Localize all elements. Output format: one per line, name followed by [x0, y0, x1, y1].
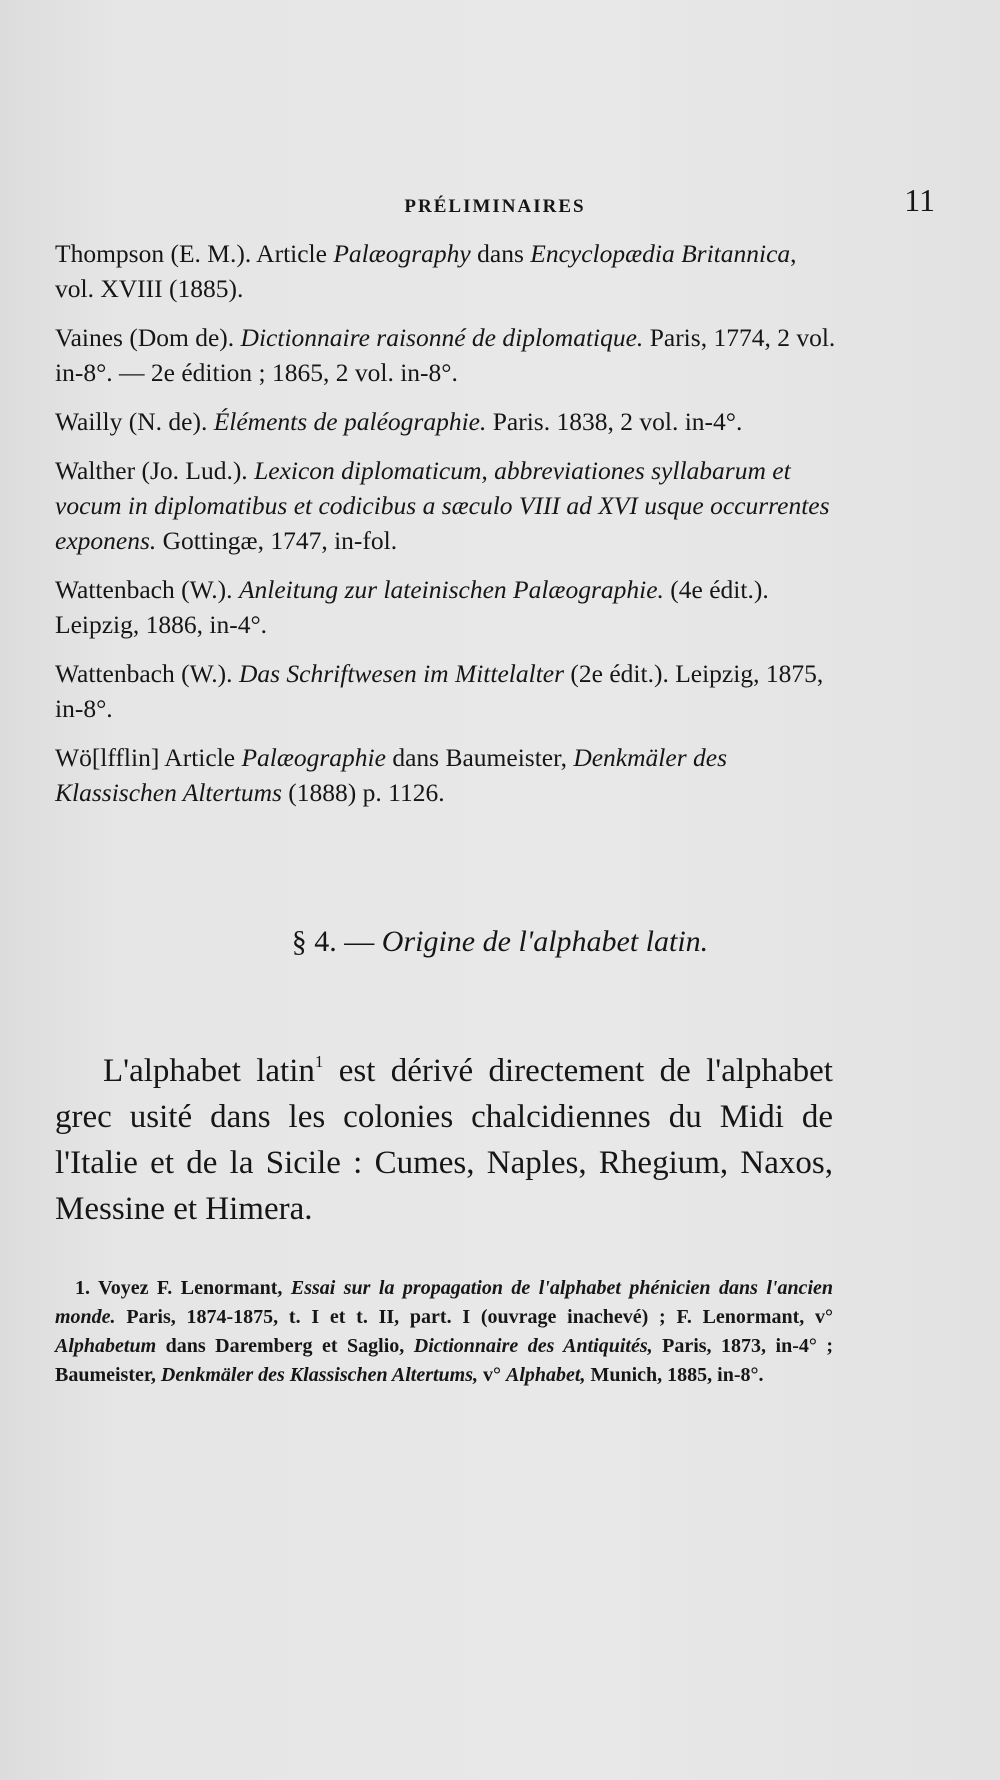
footnote-reference: 1	[314, 1052, 324, 1071]
entry-title: Palæography	[333, 239, 471, 268]
entry-title: Éléments de paléographie.	[213, 407, 487, 436]
running-head: PRÉLIMINAIRES	[404, 196, 586, 217]
page-number: 11	[904, 182, 935, 218]
footnote-text: dans Daremberg et Saglio,	[156, 1335, 414, 1357]
footnote-title: Dictionnaire des Antiquités,	[413, 1335, 653, 1357]
entry-title: Lexicon diplomaticum, abbreviationes syllabarum et vocum in diplomatibus et codicibus a sæculo VIII ad XVI usque occurrentes exponens.	[55, 456, 830, 555]
entry-details: Gottingæ, 1747, in-fol.	[156, 526, 398, 555]
section-title: Origine de l'alphabet latin.	[381, 925, 709, 958]
paragraph-text: est dérivé directement de l'alphabet grec usité dans les colonies chalcidiennes du Midi de l'Italie et de la Sicile : Cumes, Naples, Rhegium, Naxos, Messine et Himera.	[55, 1053, 833, 1227]
entry-title: Anleitung zur lateinischen Palæographie.	[238, 575, 664, 604]
footnote-text: Paris, 1873, in-4° ; Baumeister,	[55, 1335, 834, 1386]
bibliography-entry	[55, 404, 840, 439]
bibliography-entry	[55, 320, 840, 390]
footnote-text: 1. Voyez F. Lenormant,	[75, 1277, 291, 1299]
entry-title: Encyclopædia Britannica	[530, 239, 791, 268]
entry-title: Denkmäler des Klassischen Altertums	[55, 743, 727, 807]
bibliography-list	[55, 236, 840, 824]
entry-details: Paris. 1838, 2 vol. in-4°.	[486, 407, 743, 436]
bibliography-entry	[55, 453, 840, 558]
body-paragraph	[55, 1048, 833, 1232]
entry-title: Dictionnaire raisonné de diplomatique.	[240, 323, 644, 352]
page-header	[55, 182, 935, 220]
entry-author: Wailly (N. de).	[55, 407, 214, 436]
bibliography-entry	[55, 572, 840, 642]
bibliography-entry	[55, 236, 840, 306]
paragraph-text: L'alphabet latin	[103, 1053, 315, 1089]
entry-details: (4e édit.). Leipzig, 1886, in-4°.	[55, 575, 769, 639]
entry-details: Paris, 1774, 2 vol. in-8°. — 2e édition ; 1865, 2 vol. in-8°.	[55, 323, 836, 387]
footnote-title: Essai sur la propagation de l'alphabet phénicien dans l'ancien monde.	[55, 1277, 833, 1328]
footnote-text: v°	[478, 1364, 506, 1386]
footnote-title: Alphabet,	[506, 1364, 586, 1386]
section-number: § 4. —	[291, 925, 382, 958]
footnote	[55, 1274, 833, 1390]
section-heading	[0, 925, 1000, 959]
entry-title: Palæographie	[241, 743, 386, 772]
entry-title: Das Schriftwesen im Mittelalter	[238, 659, 565, 688]
entry-text: dans Baumeister,	[385, 743, 574, 772]
entry-text: dans	[470, 239, 531, 268]
footnote-text: Paris, 1874-1875, t. I et t. II, part. I (ouvrage inachevé) ; F. Lenormant, v°	[115, 1306, 833, 1328]
entry-author: Walther (Jo. Lud.).	[55, 456, 255, 485]
entry-author: Wattenbach (W.).	[55, 575, 239, 604]
entry-details: (1888) p. 1126.	[281, 778, 445, 807]
entry-details: (2e édit.). Leipzig, 1875, in-8°.	[55, 659, 824, 723]
entry-author: Thompson (E. M.). Article	[55, 239, 334, 268]
entry-author: Wattenbach (W.).	[55, 659, 239, 688]
entry-author: Vaines (Dom de).	[55, 323, 241, 352]
footnote-text: Munich, 1885, in-8°.	[585, 1364, 764, 1386]
footnote-title: Alphabetum	[55, 1335, 157, 1357]
bibliography-entry	[55, 656, 840, 726]
entry-author: Wö[lfflin] Article	[55, 743, 242, 772]
footnote-title: Denkmäler des Klassischen Altertums,	[160, 1364, 478, 1386]
bibliography-entry	[55, 740, 840, 810]
entry-details: , vol. XVIII (1885).	[55, 239, 797, 303]
